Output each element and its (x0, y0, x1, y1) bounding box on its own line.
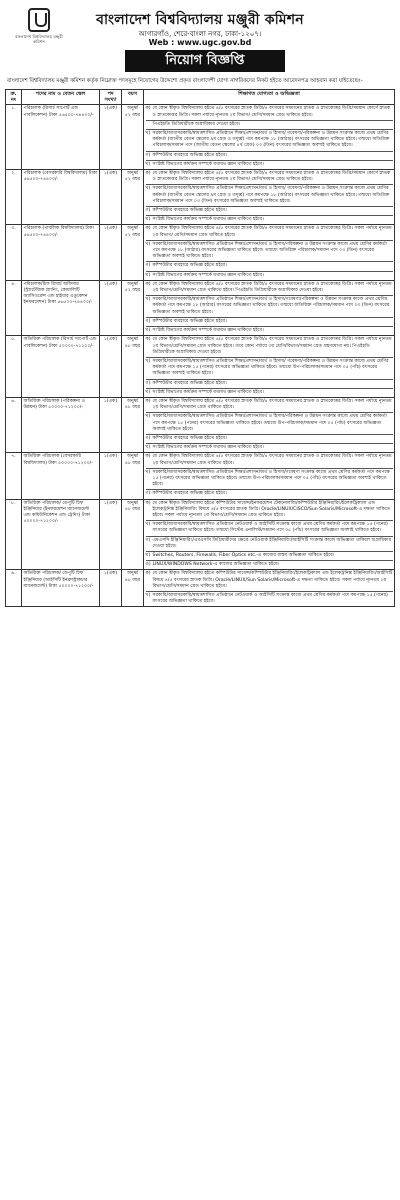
requirement-item (146, 593, 393, 605)
table-row (6, 225, 395, 280)
row-serial: ৪. (6, 280, 22, 335)
row-requirements (144, 336, 395, 398)
requirement-marker: ঘ) (145, 217, 151, 223)
row-requirements (144, 170, 395, 225)
requirement-text: সরকারি/আধাসরকারি/স্বায়ত্তশাসিত প্রতিষ্ঠানে নেটওয়ার্ক ও আইসিটি সংক্রান্ত কাজে প্রথম শ্রেণির কর্মকর্তা পদে কমপক্ষে ১৫ (পনের) বৎসরের অভিজ্ঞতা থাকিতে হইবে। তন্মধ্যে সিস্টেম এনালিস্ট/সমমান পদে ০৫ (পাঁচ) বৎসরের অভিজ্ঞতা অবশ্যই থাকিতে হইবে। (152, 522, 388, 534)
table-row (6, 170, 395, 225)
requirement-item (146, 414, 393, 433)
table-row (6, 453, 395, 499)
requirement-marker: গ) (145, 537, 151, 543)
organization-title: বাংলাদেশ বিশ্ববিদ্যালয় মঞ্জুরী কমিশন (96, 12, 304, 28)
requirement-divider (146, 468, 393, 469)
notice-banner: নিয়োগ বিজ্ঞপ্তি (125, 50, 285, 72)
requirement-text: পিএইচডি ডিগ্রিধারীকে অগ্রাধিকার দেওয়া হইবে। (152, 121, 241, 127)
requirement-text: কম্পিউটার ব্যবহারে অভিজ্ঞ হইতে হইবে। (152, 435, 227, 441)
row-post-count: ১(এক) (100, 570, 122, 607)
table-header-row (6, 90, 395, 105)
requirement-marker: খ) (145, 358, 151, 364)
requirement-marker: গ) (145, 152, 151, 158)
col-count: পদ সংখ্যা (100, 90, 122, 105)
requirement-item (146, 454, 393, 466)
requirement-divider (146, 326, 393, 327)
requirement-text: যে কোন স্বীকৃত বিশ্ববিদ্যালয় হইতে কম্পিউটার সায়েন্স/ইনফরমেশন টেকনোলজি/কম্পিউটার ইঞ্জিনিয়ারিং/ইলেকট্রিক্যাল এন্ড ইলেকট্রনিক্স ইঞ্জিনিয়ারিং বিষয়ে ৪/৫ বৎসরের স্নাতক ডিগ্রি। Oracle/LINUX/CISCO/Sun Solaris/Microsoft-এ দক্ষতা থাকিতে হইবে। সকল পর্যায়ে ন্যূনতম ২য় বিভাগ/শ্রেণি/সমমান গ্রেড থাকিতে হইবে। (152, 500, 391, 518)
requirement-marker: ক) (145, 337, 151, 343)
requirement-marker: খ) (145, 297, 151, 303)
requirement-item (146, 381, 393, 387)
requirement-text: LINUX/WINDOWS Network-এ কাজের অভিজ্ঞতা থাকিতে হইবে। (152, 562, 280, 568)
row-post-title: অতিরিক্ত পরিচালক/ ডেপুটি চিফ ইঞ্জিনিয়ার (ইনফরমেশন ম্যানেজমেন্ট এন্ড কমিউনিকেশন এন্ড ট্রেনিং) টাকা ৫০০০০-৭১২০০/- (22, 499, 100, 570)
row-post-title: পরিচালক/চিফ রিসার্চ অফিসার (স্ট্র্যাটেজিক প্ল্যানিং, কোয়ালিটি অ্যাসিওরেন্স এন্ড হাইয়ার এডুকেশন ইনফরমেশন) টাকা ৫৬৫০০-৭৪৪০০/- (22, 280, 100, 335)
row-age-limit: অনুর্ধ্ব ৪৮ বছর (122, 499, 144, 570)
requirement-item (146, 538, 393, 550)
requirement-text: সরকারি/আধাসরকারি/স্বায়ত্তশাসিত প্রতিষ্ঠানে শিক্ষা/প্রশাসন/অর্থ ও হিসাব/ গবেষণা/পরিকল্পনা ও উন্নয়ন সংক্রান্ত কাজে প্রথম শ্রেণির কর্মকর্তা (জাতীয় বেতন স্কেলের ৯ম গ্রেড ও তদুর্ধ্ব) পদে কমপক্ষে ১৮ (আঠার) বৎসরের অভিজ্ঞতা থাকিতে হইবে। তন্মধ্যে অতিরিক্ত পরিচালক/সমমান পদে ০৩ (তিন) বৎসরের অভিজ্ঞতা অবশ্যই থাকিতে হইবে। (152, 186, 390, 204)
requirement-divider (146, 536, 393, 537)
requirement-marker: ক) (145, 454, 151, 460)
row-post-title: পরিচালক (বেসরকারি বিশ্ববিদ্যালয়) টাকা ৫৬৫০০-৭৪৪০০/- (22, 170, 100, 225)
requirement-item (146, 153, 393, 159)
requirement-item (146, 328, 393, 334)
requirement-divider (146, 388, 393, 389)
requirement-marker: গ) (145, 435, 151, 441)
requirement-marker: গ) (145, 491, 151, 497)
row-age-limit: অনুর্ধ্ব ৪৮ বছর (122, 570, 144, 607)
requirement-item (146, 470, 393, 489)
requirement-text: এমএসসি ইঞ্জিনিয়ারিং/এমএসসি ডিগ্রিধারীদের ক্ষেত্রে নেটওয়ার্ক ইঞ্জিনিয়ারিং/আইসিটি সংক্রান্ত কাজে অভিজ্ঞতা থাকিলে অগ্রাধিকার দেওয়া হইবে। (152, 537, 392, 549)
requirement-marker: গ) (145, 380, 151, 386)
requirement-text: যে কোন স্বীকৃত বিশ্ববিদ্যালয় হইতে কম্পিউটার সায়েন্স/কম্পিউটার ইঞ্জিনিয়ারিং/ইলেকট্রিক্যাল এন্ড ইলেকট্রনিক্স ইঞ্জিনিয়ারিং/আইসিটি বিষয়ে ৪/৫ বৎসরের স্নাতক ডিগ্রি। Oracle/LINUX/Sun Solaris/Microsoft-এ দক্ষতা থাকিতে হইবে। সকল পর্যায়ে ন্যূনতম ২য় বিভাগ/শ্রেণি/সমমান গ্রেড থাকিতে হইবে। (152, 571, 393, 589)
row-age-limit: অনুর্ধ্ব ৫২ বছর (122, 170, 144, 225)
requirement-text: সরকারি/আধাসরকারি/স্বায়ত্তশাসিত প্রতিষ্ঠানে শিক্ষা/প্রশাসন/অর্থ ও হিসাব/গবেষণা/পরিকল্পনা ও উন্নয়ন সংক্রান্ত কাজে প্রথম শ্রেণির কর্মকর্তা পদে কমপক্ষে ১৮ (আঠার) বৎসরের অভিজ্ঞতা থাকিতে হইবে। তন্মধ্যে অতিরিক্ত পরিচালক/সমমান পদে ০৩ (তিন) বৎসরের অভিজ্ঞতা অবশ্যই থাকিতে হইবে। (152, 297, 390, 315)
requirement-text: কম্পিউটার ব্যবহারে অভিজ্ঞ হইতে হইবে। (152, 491, 227, 497)
requirement-divider (146, 120, 393, 121)
requirement-marker: খ) (145, 414, 151, 420)
requirement-item (146, 171, 393, 183)
requirement-item (146, 501, 393, 520)
requirement-text: যে কোন স্বীকৃত বিশ্ববিদ্যালয় হইতে ৪/৫ বৎসরের স্নাতক ডিগ্রি/৪ বৎসরের সমমানের স্নাতক ও স্নাতকোত্তর ডিগ্রি। সকল পর্যায়ে ন্যূনতম ২য় বিভাগ/শ্রেণি/সমমান গ্রেড থাকিতে হইবে। পিএইচডি ডিগ্রিধারীকে অগ্রাধিকার দেওয়া হইবে। (152, 281, 392, 294)
requirement-text: সংশ্লিষ্ট বিভাগের কার্যক্রম সম্পর্কে যথাযথ জ্ঞান থাকিতে হইবে। (152, 161, 264, 167)
requirement-item (146, 242, 393, 261)
requirement-marker: ক) (145, 171, 151, 177)
requirement-text: কম্পিউটার ব্যবহারে অভিজ্ঞ হইতে হইবে। (152, 380, 227, 386)
row-serial: ৬. (6, 397, 22, 452)
requirement-item (146, 106, 393, 118)
requirement-item (146, 131, 393, 150)
requirement-marker: খ) (145, 241, 151, 247)
requirement-divider (146, 591, 393, 592)
row-post-title: অতিরিক্ত পরিচালক (রিসার্চ সাপোর্ট এন্ড পাবলিকেশন) টাকা ৫০০০০-৭১২০০/- (22, 336, 100, 398)
requirement-text: যে কোন স্বীকৃত বিশ্ববিদ্যালয় হইতে ৪/৫ বৎসরের স্নাতক ডিগ্রি/৪ বৎসরের সমমানের স্নাতক ও স্নাতকোত্তর ডিগ্রি। সকল পর্যায়ে ন্যূনতম ২য় বিভাগ/শ্রেণি/সমমান গ্রেড থাকিতে হইবে। তবে কোন পর্যায়ে ৩য় শ্রেণি/বিভাগ/সমমান গ্রেড গ্রহণযোগ্য নয়। পিএইচডি ডিগ্রিধারীকে অগ্রাধিকার দেওয়া হইবে। (152, 337, 392, 355)
requirement-item (146, 217, 393, 223)
requirement-item (146, 263, 393, 269)
requirement-item (146, 359, 393, 378)
requirement-marker: ক) (145, 571, 151, 577)
requirement-text: যে কোন স্বীকৃত বিশ্ববিদ্যালয় হইতে ৪/৫ বৎসরের স্নাতক ডিগ্রি/৪ বৎসরের সমমানের স্নাতক ও স্নাতকোত্তর ডিগ্রি/সমমান কোর্সে স্নাতক ও স্নাতকোত্তর ডিগ্রি। সকল পর্যায়ে ন্যূনতম ২য় বিভাগ/ শ্রেণি/সমমান গ্রেড থাকিতে হইবে। (152, 171, 391, 183)
row-requirements (144, 570, 395, 607)
requirement-marker: খ) (145, 469, 151, 475)
row-post-count: ১(এক) (100, 170, 122, 225)
row-post-count: ১(এক) (100, 280, 122, 335)
requirement-marker: ক) (145, 500, 151, 506)
requirement-marker: গ) (145, 318, 151, 324)
row-age-limit: অনুর্ধ্ব ৪৮ বছর (122, 397, 144, 452)
requirement-text: সরকারি/আধাসরকারি/স্বায়ত্তশাসিত প্রতিষ্ঠানে শিক্ষা/প্রশাসন/অর্থ ও হিসাব/পরিকল্পনা ও উন্নয়ন সংক্রান্ত কাজে প্রথম শ্রেণির কর্মকর্তা পদে কমপক্ষে ১৫ (পনের) বৎসরের অভিজ্ঞতা থাকিতে হইবে। তন্মধ্যে উপ-পরিচালক/সমমান পদে ০৫ (পাঁচ) বৎসরের অভিজ্ঞতা অবশ্যই থাকিতে হইবে। (152, 414, 387, 432)
requirement-marker: ক) (145, 281, 151, 287)
organization-address: আগারগাঁও, শেরে-বাংলা নগর, ঢাকা-১২০৭। (138, 30, 262, 38)
requirement-divider (146, 160, 393, 161)
requirement-marker (146, 122, 153, 128)
requirement-item (146, 337, 393, 356)
requirement-text: কম্পিউটার ব্যবহারে অভিজ্ঞ হইতে হইবে। (152, 263, 227, 269)
row-age-limit: অনুর্ধ্ব ৪৮ বছর (122, 453, 144, 499)
vacancy-rows (6, 105, 395, 607)
requirement-text: সরকারি/আধাসরকারি/স্বায়ত্তশাসিত প্রতিষ্ঠানে শিক্ষা/প্রশাসন/অর্থ ও হিসাব/ গবেষণা/পরিকল্পনা ও উন্নয়ন সংক্রান্ত কাজে প্রথম শ্রেণির কর্মকর্তা (জাতীয় বেতন স্কেলের ৯ম গ্রেড ও তদুর্ধ্ব) পদে কমপক্ষে ১৮ (আঠার) বৎসরের অভিজ্ঞতা থাকিতে হইবে। তন্মধ্যে অতিরিক্ত পরিচালক/সমমান পদে (জাতীয় বেতন স্কেলের ৪র্থ গ্রেড) ০৩ (তিন) বৎসরের অভিজ্ঞতা অবশ্যই থাকিতে হইবে। (152, 131, 390, 149)
requirement-divider (146, 317, 393, 318)
notice-header (5, 4, 395, 74)
requirement-divider (146, 129, 393, 130)
row-post-count: ১(এক) (100, 336, 122, 398)
requirement-item (146, 562, 393, 568)
requirement-text: কম্পিউটার ব্যবহারে অভিজ্ঞ হইতে হইবে। (152, 318, 227, 324)
requirement-marker: ঘ) (145, 552, 151, 558)
vacancy-table (5, 89, 395, 607)
requirement-marker: ঘ) (145, 161, 151, 167)
requirement-text: সরকারি/আধাসরকারি/স্বায়ত্তশাসিত প্রতিষ্ঠানে শিক্ষা/প্রশাসন/অর্থ ও হিসাব/ গবেষণা/পরিকল্পনা ও উন্নয়ন সংক্রান্ত কাজে প্রথম শ্রেণির কর্মকর্তা পদে কমপক্ষে ১৫ (পনের) বৎসরের অভিজ্ঞতা থাকিতে হইবে। তন্মধ্যে উপ-পরিচালক/সমমান পদে ০৫ (পাঁচ) বৎসরের অভিজ্ঞতা অবশ্যই থাকিতে হইবে। (152, 358, 389, 377)
requirement-marker: গ) (145, 263, 151, 269)
requirement-divider (146, 443, 393, 444)
requirement-marker: খ) (145, 131, 151, 137)
requirement-item (146, 122, 393, 128)
requirement-text: সরকারি/আধাসরকারি/স্বায়ত্তশাসিত প্রতিষ্ঠানে শিক্ষা/প্রশাসন/অর্থ ও হিসাব/পরিকল্পনা ও উন্নয়ন সংক্রান্ত কাজে প্রথম শ্রেণির কর্মকর্তা পদে কমপক্ষে ১৮ (আঠার) বৎসরের অভিজ্ঞতা থাকিতে হইবে। তন্মধ্যে অতিরিক্ত পরিচালক/সমমান পদে ০৩ (তিন) বৎসরের অভিজ্ঞতা অবশ্যই থাকিতে হইবে। (152, 241, 387, 260)
requirement-text: সরকারি/আধাসরকারি/স্বায়ত্তশাসিত প্রতিষ্ঠানে নেটওয়ার্ক ও আইসিটি সংক্রান্ত কাজে প্রথম শ্রেণির কর্মকর্তা পদে কমপক্ষে ১৫ (পনের) বৎসরের অভিজ্ঞতা থাকিতে হইবে। (152, 593, 388, 605)
requirement-item (146, 162, 393, 168)
requirement-item (146, 522, 393, 534)
requirement-text: যে কোন স্বীকৃত বিশ্ববিদ্যালয় হইতে ৪/৫ বৎসরের স্নাতক ডিগ্রি/৪ বৎসরের সমমানের স্নাতক ও স্নাতকোত্তর ডিগ্রি। সকল পর্যায়ে ন্যূনতম ২য় বিভাগ/শ্রেণি/সমমান গ্রেড থাকিতে হইবে। (152, 454, 392, 466)
row-serial: ৮. (6, 499, 22, 570)
requirement-item (146, 319, 393, 325)
row-requirements (144, 105, 395, 170)
requirement-item (146, 436, 393, 442)
col-age: বয়স (122, 90, 144, 105)
table-row (6, 499, 395, 570)
requirement-divider (146, 357, 393, 358)
requirement-item (146, 571, 393, 590)
row-post-count: ১(এক) (100, 225, 122, 280)
requirement-text: সংশ্লিষ্ট বিভাগের কার্যক্রম সম্পর্কে যথাযথ জ্ঞান থাকিতে হইবে। (152, 217, 264, 223)
requirement-marker: খ) (145, 186, 151, 192)
requirement-text: সরকারি/আধাসরকারি/স্বায়ত্তশাসিত প্রতিষ্ঠানে শিক্ষা/প্রশাসন/অর্থ ও হিসাব/গবেষণা সংক্রান্ত কাজে প্রথম শ্রেণির কর্মকর্তা পদে কমপক্ষে ১৫ (পনের) বৎসরের অভিজ্ঞতা থাকিতে হইবে। তন্মধ্যে উপ-পরিচালক/সমমান পদে ০৫ (পাঁচ) বৎসরের অভিজ্ঞতা অবশ্যই থাকিতে হইবে। (152, 469, 391, 488)
requirement-marker: খ) (145, 593, 151, 598)
row-post-count: ১(এক) (100, 499, 122, 570)
row-serial: ৩. (6, 225, 22, 280)
requirement-item (146, 282, 393, 294)
requirement-text: যে কোন স্বীকৃত বিশ্ববিদ্যালয় হইতে ৪/৫ বৎসরের স্নাতক ডিগ্রি/৪ বৎসরের সমমানের স্নাতক ও স্নাতকোত্তর ডিগ্রি। সকল পর্যায়ে ন্যূনতম ২য় বিভাগ/শ্রেণি/সমমান গ্রেড থাকিতে হইবে। (152, 398, 392, 411)
row-serial: ৫. (6, 336, 22, 398)
requirement-item (146, 491, 393, 497)
requirement-divider (146, 379, 393, 380)
requirement-marker: ক) (145, 226, 151, 232)
row-requirements (144, 280, 395, 335)
row-post-count: ১(এক) (100, 397, 122, 452)
requirement-item (146, 273, 393, 279)
row-serial: ২. (6, 170, 22, 225)
requirement-divider (146, 551, 393, 552)
requirement-divider (146, 434, 393, 435)
requirement-text: সংশ্লিষ্ট বিভাগের কার্যক্রম সম্পর্কে যথাযথ জ্ঞান থাকিতে হইবে। (152, 445, 264, 451)
table-row (6, 280, 395, 335)
table-row (6, 336, 395, 398)
requirement-text: Switches, Routers, Firewalls, Fiber Optics etc.-এ কাজের বাস্তব অভিজ্ঞতা থাকিতে হইবে। (152, 552, 335, 558)
row-requirements (144, 499, 395, 570)
row-requirements (144, 453, 395, 499)
row-post-title: পরিচালক (পাবলিক বিশ্ববিদ্যালয়) টাকা ৫৬৫০০-৭৪৪০০/- (22, 225, 100, 280)
row-requirements (144, 397, 395, 452)
requirement-marker: ক) (145, 398, 151, 404)
table-row (6, 570, 395, 607)
logo-caption: বাংলাদেশ বিশ্ববিদ্যালয় মঞ্জুরী কমিশন (15, 34, 63, 44)
requirement-text: সংশ্লিষ্ট বিভাগের কার্যক্রম সম্পর্কে যথাযথ জ্ঞান থাকিতে হইবে। (152, 272, 264, 278)
row-post-count: ১(এক) (100, 453, 122, 499)
row-serial: ৭. (6, 453, 22, 499)
requirement-item (146, 445, 393, 451)
requirement-text: সংশ্লিষ্ট বিভাগের কার্যক্রম সম্পর্কে যথাযথ জ্ঞান থাকিতে হইবে। (152, 389, 264, 395)
row-requirements (144, 225, 395, 280)
col-requirements: শিক্ষাগত যোগ্যতা ও অভিজ্ঞতা (144, 90, 395, 105)
row-age-limit: অনুর্ধ্ব ৫২ বছর (122, 105, 144, 170)
organization-website: Web : www.ugc.gov.bd (148, 38, 252, 47)
requirement-item (146, 390, 393, 396)
intro-paragraph: বাংলাদেশ বিশ্ববিদ্যালয় মঞ্জুরী কমিশন কর্তৃক নিম্নোক্ত পদসমূহে নিয়োগের উদ্দেশ্যে প্রকৃত বাংলাদেশী যোগ্য নাগরিকদের নিকট হইতে আবেদনপত্র আহবান করা যাইতেছেঃ- (7, 78, 363, 84)
row-age-limit: অনুর্ধ্ব ৫২ বছর (122, 225, 144, 280)
requirement-marker: ঙ) (145, 562, 151, 568)
requirement-text: কম্পিউটার ব্যবহারে অভিজ্ঞ হইতে হইবে। (152, 208, 227, 214)
row-post-title: পরিচালক (রিসার্চ সাপোর্ট এন্ড পাবলিকেশন) টাকা ৫৬৫০০-৭৪৪০০/- (22, 105, 100, 170)
requirement-marker: গ) (145, 208, 151, 214)
row-post-count: ১(এক) (100, 105, 122, 170)
table-row (6, 397, 395, 452)
requirement-marker: ঘ) (145, 445, 151, 451)
requirement-divider (146, 271, 393, 272)
row-post-title: অতিরিক্ত পরিচালক (বেসরকারি বিশ্ববিদ্যালয়) টাকা ৫০০০০-৭১২০০/- (22, 453, 100, 499)
col-serial: ক্র. নং (6, 90, 22, 105)
row-age-limit: অনুর্ধ্ব ৫২ বছর (122, 280, 144, 335)
requirement-divider (146, 151, 393, 152)
requirement-item (146, 399, 393, 411)
row-serial: ৯. (6, 570, 22, 607)
requirement-divider (146, 206, 393, 207)
row-post-title: অতিরিক্ত পরিচালক (পরিকল্পনা ও উন্নয়ন) টাকা ৫০০০০-৭১২০০/- (22, 397, 100, 452)
row-age-limit: অনুর্ধ্ব ৪৮ বছর (122, 336, 144, 398)
table-row (6, 105, 395, 170)
requirement-marker: ক) (145, 106, 151, 112)
requirement-text: কম্পিউটার ব্যবহারে অভিজ্ঞ হইতে হইবে। (152, 152, 227, 158)
row-post-title: অতিরিক্ত পরিচালক/ ডেপুটি চিফ ইঞ্জিনিয়ার (আইসিটি ইনফ্রাস্ট্রাকচার ম্যানেজমেন্ট) টাকা ৫০০০০-৭১২০০/- (22, 570, 100, 607)
requirement-marker: খ) (145, 522, 151, 528)
requirement-marker: ঘ) (145, 272, 151, 278)
requirement-divider (146, 240, 393, 241)
requirement-text: যে কোন স্বীকৃত বিশ্ববিদ্যালয় হইতে ৪/৫ বৎসরের স্নাতক ডিগ্রি/৪ বৎসরের সমমানের স্নাতক ও স্নাতকোত্তর ডিগ্রি। সকল পর্যায়ে ন্যূনতম ২য় বিভাগ/ শ্রেণি/সমমান গ্রেড থাকিতে হইবে। (152, 226, 392, 238)
requirement-item (146, 553, 393, 559)
requirement-item (146, 226, 393, 238)
requirement-item (146, 186, 393, 205)
col-post: পদের নাম ও বেতন স্কেল (22, 90, 100, 105)
requirement-marker: ঘ) (145, 389, 151, 395)
row-serial: ১. (6, 105, 22, 170)
requirement-marker: ঘ) (145, 328, 151, 334)
requirement-text: সংশ্লিষ্ট বিভাগের কার্যক্রম সম্পর্কে যথাযথ জ্ঞান থাকিতে হইবে। (152, 328, 264, 334)
requirement-item (146, 208, 393, 214)
requirement-text: যে কোন স্বীকৃত বিশ্ববিদ্যালয় হইতে ৪/৫ বৎসরের স্নাতক ডিগ্রি/৪ বৎসরের সমমানের স্নাতক ও স্নাতকোত্তর ডিগ্রি/সমমান কোর্সে স্নাতক ও স্নাতকোত্তর ডিগ্রি। সকল পর্যায়ে ন্যূনতম ২য় বিভাগ/ শ্রেণি/সমমান গ্রেড থাকিতে হইবে। (152, 106, 391, 118)
requirement-item (146, 297, 393, 316)
